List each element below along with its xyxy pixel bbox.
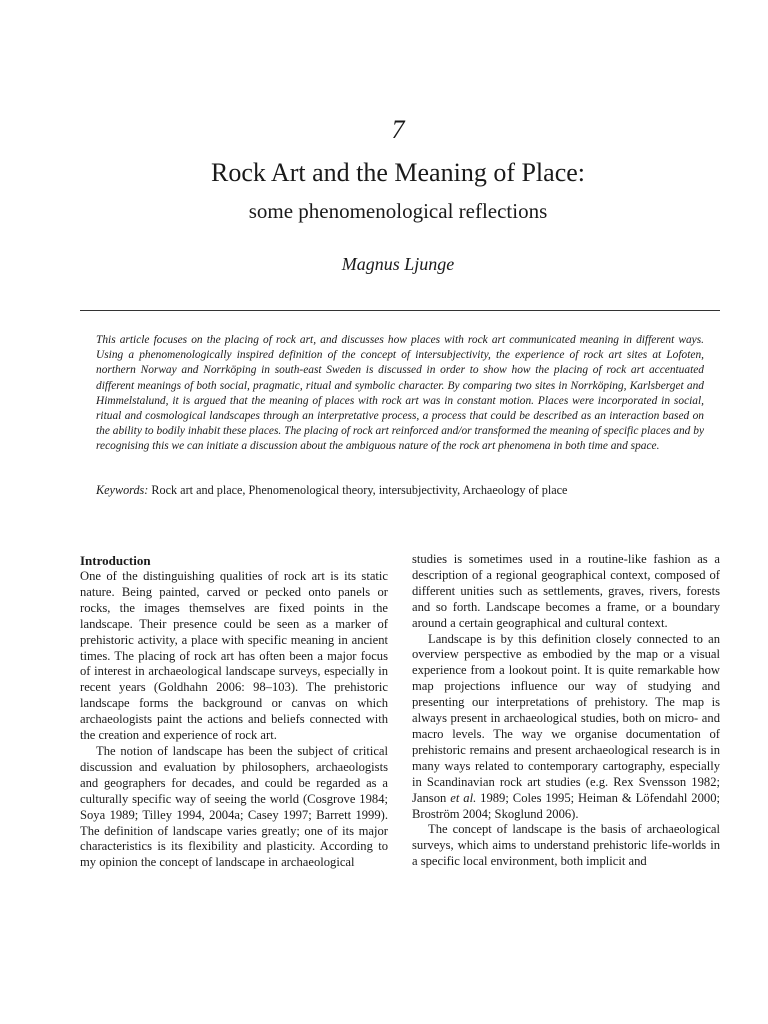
body-paragraph: One of the distinguishing qualities of rock art is its static nature. Being painted, carved or pecked onto panels or rocks, the images themselves are fixed points in the landscape. Their presence could be seen as a marker of prehistoric activity, a place with specific meaning in ancient times. The placing of rock art has often been a major focus of interest in archaeological landscape surveys, especially in recent years (Goldhahn 2006: 98–103). The prehistoric landscape forms the background or canvas on which archaeologists paint the actions and beliefs connected with the creation and experience of rock art. xyxy=(80,569,388,743)
header-divider xyxy=(80,310,720,311)
body-paragraph: The concept of landscape is the basis of archaeological surveys, which aims to understand prehistoric life-worlds in a specific local environment, both implicit and xyxy=(412,822,720,869)
keywords-label: Keywords: xyxy=(96,483,149,497)
author-name: Magnus Ljunge xyxy=(341,254,455,274)
body-text: 1989; Coles 1995; Heiman & Löfendahl 2000; Broström 2004; Skoglund 2006). xyxy=(412,790,720,821)
abstract: This article focuses on the placing of rock art, and discusses how places with rock art communicated meaning in different ways. Using a phenomenologically inspired definition of the concept of intersubjectivity, the experience of rock art sites at Lofoten, northern Norway and Norrköping in south-east Sweden is discussed in order to show how the placing of rock art accentuated different meanings of both social, pragmatic, ritual and symbolic character. By comparing two sites in Norrköping, Karlsberget and Himmelstalund, it is argued that the meaning of places with rock art was in constant motion. Places were incorporated in social, ritual and cosmological landscapes through an interpretative process, a process that could be described as an interaction based on the ability to bodily inhabit these places. The placing of rock art reinforced and/or transformed the meaning of specific places and by recognising this we can initiate a discussion about the ambiguous nature of the rock art phenomena in both time and space. xyxy=(96,334,704,453)
keywords-text: Rock art and place, Phenomenological theory, intersubjectivity, Archaeology of place xyxy=(151,483,568,497)
chapter-number: 7 xyxy=(391,115,405,144)
body-text-italic: et al. xyxy=(450,790,477,805)
body-paragraph: studies is sometimes used in a routine-like fashion as a description of a regional geographical context, composed of different unities such as settlements, graves, rivers, forests and so forth. Landscape becomes a frame, or a boundary around a certain geographical and cultural context. xyxy=(412,552,720,630)
keywords xyxy=(96,482,704,498)
chapter-subtitle: some phenomenological reflections xyxy=(248,199,548,223)
chapter-title: Rock Art and the Meaning of Place: xyxy=(210,158,586,187)
body-column-right xyxy=(412,552,720,870)
body-column-left xyxy=(80,552,388,871)
body-text: Landscape is by this definition closely connected to an overview perspective as embodied by the map or a visual experience from a lookout point. It is quite remarkable how map projections influence our way of studying and presenting our interpretations of prehistory. The map is always present in archaeological studies, both on micro- and macro levels. The way we organise documentation of prehistoric remains and present archaeological research is in many ways related to contemporary cartography, especially in Scandinavian rock art studies (e.g. Rex Svensson 1982; Janson xyxy=(412,631,720,805)
body-paragraph: The notion of landscape has been the subject of critical discussion and evaluation by philosophers, archaeologists and geographers for decades, and could be regarded as a culturally specific way of seeing the world (Cosgrove 1984; Soya 1989; Tilley 1994, 2004a; Casey 1997; Barrett 1999). The definition of landscape varies greatly; one of its major characteristics is its flexibility and plasticity. According to my opinion the concept of landscape in archaeological xyxy=(80,743,388,870)
section-heading-introduction: Introduction xyxy=(80,553,151,568)
body-paragraph xyxy=(412,632,720,823)
